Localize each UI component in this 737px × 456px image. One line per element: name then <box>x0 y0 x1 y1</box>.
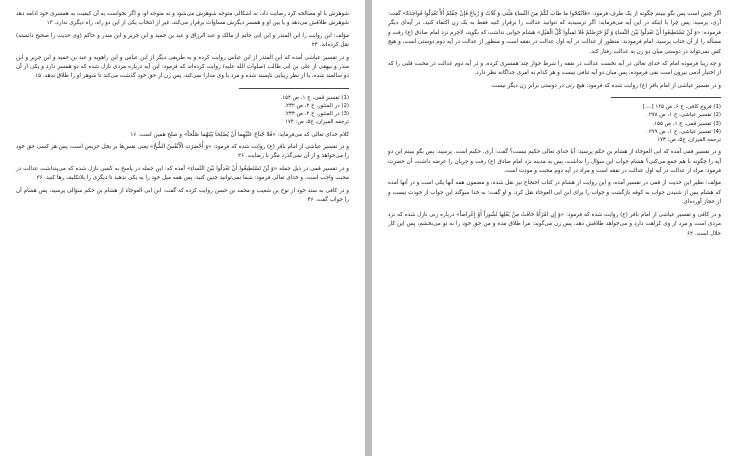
left-page <box>0 0 365 456</box>
right-page-footnotes <box>388 103 721 144</box>
paragraph: اگر چنین است پس بگو ببینم چگونه از یک طرف فرمود: «فَانْكِحُوا ما طابَ لَكُمْ مِنَ النِّساءِ مَثْنى وَ ثُلاثَ وَ رُباعَ فَإِنْ خِفْتُمْ أَلاَّ تَعْدِلُوا فَواحِدَةً» گفت: آری، پرسید: پس چرا با اینکه در این آیه می‌فرماید: اگر ترسیدید که نتوانید عدالت را برقرار کنید فقط به یک زن اکتفاء کنید، در آیه‌ای دیگر فرموده: «وَ لَنْ تَسْتَطِيعُوا أَنْ تَعْدِلُوا بَيْنَ النِّساءِ وَ لَوْ حَرَصْتُمْ فَلا تَمِيلُوا كُلَّ الْمَيْلِ» هشام جوابی نداشت که بگوید، لاجرم نزد امام صادق (ع) رفت و مسأله را از آن جناب پرسید، امام فرمودند: منظور از عدالت در آیه اول عدالت در نفقه است و منظور از عدالت در آیه دوم دوستی است، و هیچ کس نمی‌تواند در دوستی میان دو زن به عدالت رفتار کند. <box>388 11 721 55</box>
paragraph: کلام خدای تعالی که می‌فرماید: «فَلا جُناحَ عَلَيْهِما أَنْ يُصْلِحا بَيْنَهُما صُلْحاً» و صلح همین است. ۱۶ <box>130 131 349 138</box>
page-reference: ترجمه المیزان، ج۵، ص: ۱۷۳ <box>657 137 721 144</box>
right-page-main-text <box>388 10 721 91</box>
book-gutter <box>365 0 372 456</box>
left-page-main-text <box>16 10 349 82</box>
paragraph: مؤلف: نظیر این حدیث از قمی در تفسیر آمده، و این روایت از هشام در کتاب احتجاج نیز نقل شده، و مضمون همه آنها یکی است و در آنها آمده که هشام پس از شنیدن جواب به کوفه بازگشت و جواب را برای ابن ابی العوجاء نقل کرد، و او گفت: به خدا سوگند این جواب از خودت نیست و از حجاز آورده‌ای. <box>388 180 721 206</box>
right-page <box>372 0 737 456</box>
paragraph: و در تفسیر عیاشی آمده که ابن المنذر از ابن عباس روایت کرده و به طریقی دیگر از ابن عباس و ابن راهویه و عبد بن حمید و ابن جریر و ابن منذر و بیهقی از علی بن ابی طالب (صلوات الله علیه) روایت کرده‌اند که فرمود: این آیه درباره مردی نازل شده که دو همسر دارد و یکی از آن دو سالمند شده، یا از نظر زیبایی ناپسند شده و مرد با وی مدارا نمی‌کند، پس زن از حق خود گذشت می‌کند تا شوهر او را طلاق ندهد. ۱۵ <box>16 54 349 80</box>
paragraph: و در تفسیر قمی آمده که ابی العوجاء از هشام بن حکم پرسید: آیا خدای تعالی حکیم نیست؟ گفت: آری، حکیم است. پرسید: پس بگو ببینم این دو آیه را چگونه با هم جمع می‌کنی؟ هشام جواب این سؤال را نداشت، پس به مدینه نزد امام صادق (ع) رفت و جریان را عرضه داشت، آن حضرت فرمود: مراد از عدالت در آیه اول عدالت در نفقه است و مراد در آیه دوم محبت و مودت است. <box>388 149 721 175</box>
paragraph: و چه زیبا فرموده امام که خدای تعالی در آیه نخست عدالت در نفقه را شرط جواز چند همسری کرده، و در آیه دوم عدالت در محبت قلبی را که از اختیار آدمی بیرون است نفی فرموده، پس میان دو آیه تنافی نیست و هر کدام به امری جداگانه نظر دارد. <box>388 61 721 77</box>
footnote: (1) تفسیر قمی، ج ۱، ص ۱۵۴. <box>280 94 349 101</box>
footnote-divider <box>239 88 349 89</box>
paragraph: شوهرش با او مصالحه کرد رضایت داد، نه اشکالی متوجه شوهرش می‌شود و نه متوجه او، و اگر نخواست به آن کیفیت به همسری خود ادامه دهد شوهرش طلاقش می‌دهد و یا بین او و همسر دیگرش مساوات برقرار می‌کند، غیر از انتخاب یکی از این دو راه، راه دیگری ندارد. ۱۳ <box>16 11 349 27</box>
paragraph: مؤلف: این روایت را ابن المنذر و ابن ابی حاتم از مالک و عبد الرزاق و عبد بن حمید و ابن جریر و ابن منذر و حاکم (وی حدیث را صحیح دانسته) نقل کرده‌اند. ۲۴ <box>16 32 349 49</box>
footnote-divider <box>611 97 721 98</box>
page-reference: ترجمه المیزان، ج۵، ص: ۱۷۴ <box>285 119 349 126</box>
paragraph: و در تفسیر عیاشی از امام باقر (ع) روایت شده که فرمود: هیچ زنی در دوستی برابر زن دیگر نیست. <box>490 82 721 89</box>
footnote: (3) تفسیر قمی، ج ۱، ص ۱۵۵. <box>652 120 721 127</box>
footnote: (2) تفسیر عیاشی، ج ۱، ص ۲۷۸. <box>647 112 721 119</box>
paragraph: و در کافی و تفسیر عیاشی از امام باقر (ع) روایت شده که فرمود: «وَ إِنِ امْرَأَةٌ خافَتْ مِنْ بَعْلِها نُشُوزاً أَوْ إِعْراضاً» درباره زنی نازل شده که نزد مردی است و مرد از وی کراهت دارد و می‌خواهد طلاقش دهد، پس زن می‌گوید: مرا طلاق مده و من حق خود را به تو می‌بخشم، پس این کار حلال است. ۶۲ <box>388 211 721 237</box>
paragraph: و در تفسیر عیاشی از امام باقر (ع) روایت شده که فرمود: «وَ أُحْضِرَتِ الْأَنْفُسُ الشُّحَّ» یعنی نفس‌ها بر بخل حریص است، پس هر کسی حق خود را می‌خواهد و از آن نمی‌گذرد مگر با رضایت. ۲۶ <box>16 144 349 160</box>
footnote: (3) در المنثور، ج ۲، ص ۲۳۳. <box>284 111 349 118</box>
left-page-continued-text <box>16 131 349 206</box>
right-page-continued-text <box>388 148 721 239</box>
footnote: (1) فروع کافی، ج ۶، ص ۱۴۵ [....] <box>642 104 721 111</box>
footnote: (2) در المنثور، ج ۲، ص ۲۳۲. <box>284 103 349 110</box>
left-page-footnotes <box>16 94 349 127</box>
paragraph: و در کافی به سند خود از نوح بن شعیب و محمد بن حسن روایت کرده که گفت: ابن ابی العوجاء از هشام بن حکم سؤالی پرسید، پس هشام آن را جواب گفت. ۴۶ <box>16 187 349 204</box>
paragraph: و در تفسیر قمی در ذیل جمله «وَ لَنْ تَسْتَطِيعُوا أَنْ تَعْدِلُوا بَيْنَ النِّساءِ» آمده که: این جمله در پاسخ به کسی نازل شده که می‌پنداشت عدالت در محبت واجب است، و خدای تعالی فرمود: شما نمی‌توانید چنین کنید، پس همه میل خود را به یکی ندهید تا دیگری را بلاتکلیف رها کنید. ۳۶ <box>16 165 349 182</box>
footnote: (4) تفسیر عیاشی، ج ۱، ص ۲۷۹. <box>647 128 721 135</box>
